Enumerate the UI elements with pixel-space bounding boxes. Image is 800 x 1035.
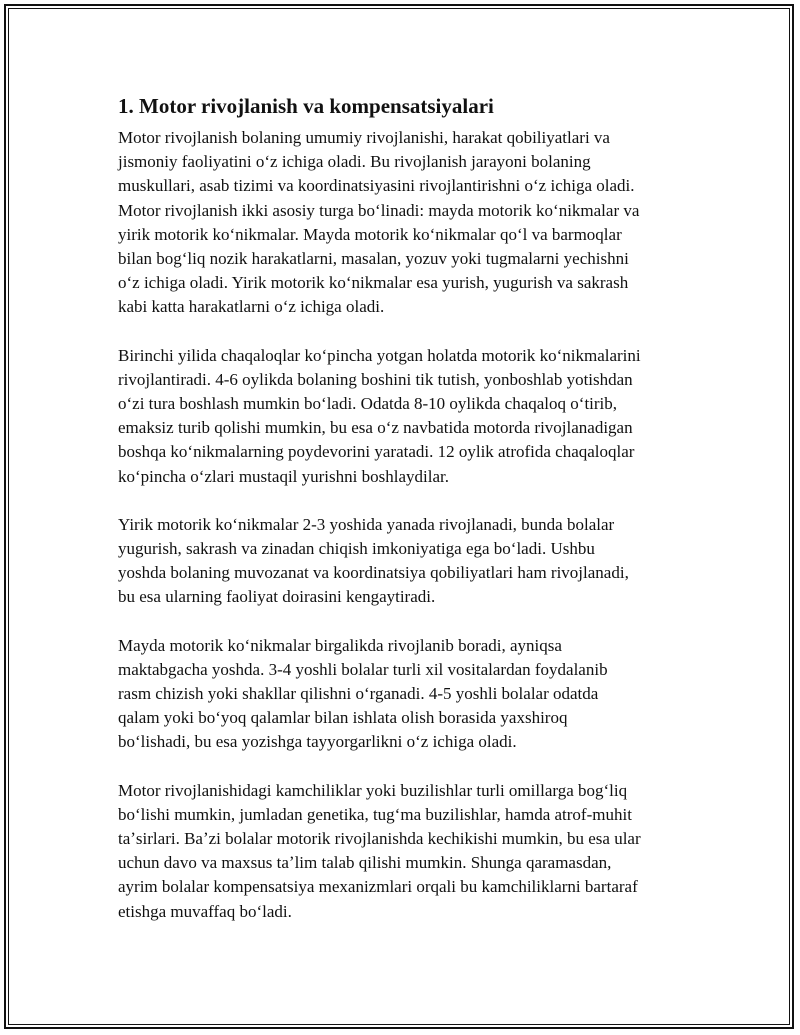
- paragraph-line: bu esa ularning faoliyat doirasini kengaytiradi.: [118, 587, 436, 607]
- paragraph-line: oʻz ichiga oladi. Yirik motorik koʻnikmalar esa yurish, yugurish va sakrash: [118, 273, 629, 293]
- paragraph-5: [118, 779, 698, 924]
- paragraph-line: uchun davo va maxsus taʼlim talab qilishi mumkin. Shunga qaramasdan,: [118, 853, 612, 873]
- document-body: [118, 92, 698, 948]
- paragraph-line: boʻlishi mumkin, jumladan genetika, tugʻma buzilishlar, hamda atrof-muhit: [118, 804, 632, 824]
- paragraph-line: qalam yoki boʻyoq qalamlar bilan ishlata olish borasida yaxshiroq: [118, 708, 568, 728]
- paragraph-line: yirik motorik koʻnikmalar. Mayda motorik koʻnikmalar qoʻl va barmoqlar: [118, 224, 622, 244]
- paragraph-line: yoshda bolaning muvozanat va koordinatsiya qobiliyatlari ham rivojlanadi,: [118, 563, 629, 583]
- paragraph-line: koʻpincha oʻzlari mustaqil yurishni boshlaydilar.: [118, 466, 449, 486]
- paragraph-3: [118, 513, 698, 610]
- paragraph-line: Yirik motorik koʻnikmalar 2-3 yoshida yanada rivojlanadi, bunda bolalar: [118, 514, 615, 534]
- paragraph-line: jismoniy faoliyatini oʻz ichiga oladi. Bu rivojlanish jarayoni bolaning: [118, 152, 591, 172]
- paragraph-list: [118, 126, 698, 924]
- paragraph-line: taʼsirlari. Baʼzi bolalar motorik rivojlanishda kechikishi mumkin, bu esa ular: [118, 829, 641, 849]
- paragraph-line: Motor rivojlanish ikki asosiy turga boʻlinadi: mayda motorik koʻnikmalar va: [118, 200, 640, 220]
- paragraph-line: yugurish, sakrash va zinadan chiqish imkoniyatiga ega boʻladi. Ushbu: [118, 539, 595, 559]
- paragraph-line: Motor rivojlanishidagi kamchiliklar yoki buzilishlar turli omillarga bogʻliq: [118, 780, 628, 800]
- paragraph-line: ayrim bolalar kompensatsiya mexanizmlari orqali bu kamchiliklarni bartaraf: [118, 877, 638, 897]
- paragraph-line: Mayda motorik koʻnikmalar birgalikda rivojlanib boradi, ayniqsa: [118, 635, 562, 655]
- paragraph-line: rasm chizish yoki shakllar qilishni oʻrganadi. 4-5 yoshli bolalar odatda: [118, 684, 599, 704]
- paragraph-line: muskullari, asab tizimi va koordinatsiyasini rivojlantirishni oʻz ichiga oladi.: [118, 176, 635, 196]
- paragraph-2: [118, 344, 698, 489]
- paragraph-line: oʻzi tura boshlash mumkin boʻladi. Odatda 8-10 oylikda chaqaloq oʻtirib,: [118, 394, 618, 414]
- paragraph-line: kabi katta harakatlarni oʻz ichiga oladi.: [118, 297, 385, 317]
- paragraph-line: boshqa koʻnikmalarning poydevorini yaratadi. 12 oylik atrofida chaqaloqlar: [118, 442, 635, 462]
- paragraph-line: maktabgacha yoshda. 3-4 yoshli bolalar turli xil vositalardan foydalanib: [118, 659, 608, 679]
- paragraph-line: Motor rivojlanish bolaning umumiy rivojlanishi, harakat qobiliyatlari va: [118, 128, 610, 147]
- section-heading: 1. Motor rivojlanish va kompensatsiyalari: [118, 94, 494, 118]
- paragraph-1: [118, 126, 698, 320]
- paragraph-line: rivojlantiradi. 4-6 oylikda bolaning boshini tik tutish, yonboshlab yotishdan: [118, 369, 633, 389]
- paragraph-line: boʻlishadi, bu esa yozishga tayyorgarlikni oʻz ichiga oladi.: [118, 732, 517, 752]
- paragraph-line: bilan bogʻliq nozik harakatlarni, masalan, yozuv yoki tugmalarni yechishni: [118, 249, 629, 269]
- paragraph-line: etishga muvaffaq boʻladi.: [118, 901, 292, 921]
- paragraph-4: [118, 634, 698, 755]
- paragraph-line: emaksiz turib qolishi mumkin, bu esa oʻz navbatida motorda rivojlanadigan: [118, 418, 633, 438]
- paragraph-line: Birinchi yilida chaqaloqlar koʻpincha yotgan holatda motorik koʻnikmalarini: [118, 345, 641, 365]
